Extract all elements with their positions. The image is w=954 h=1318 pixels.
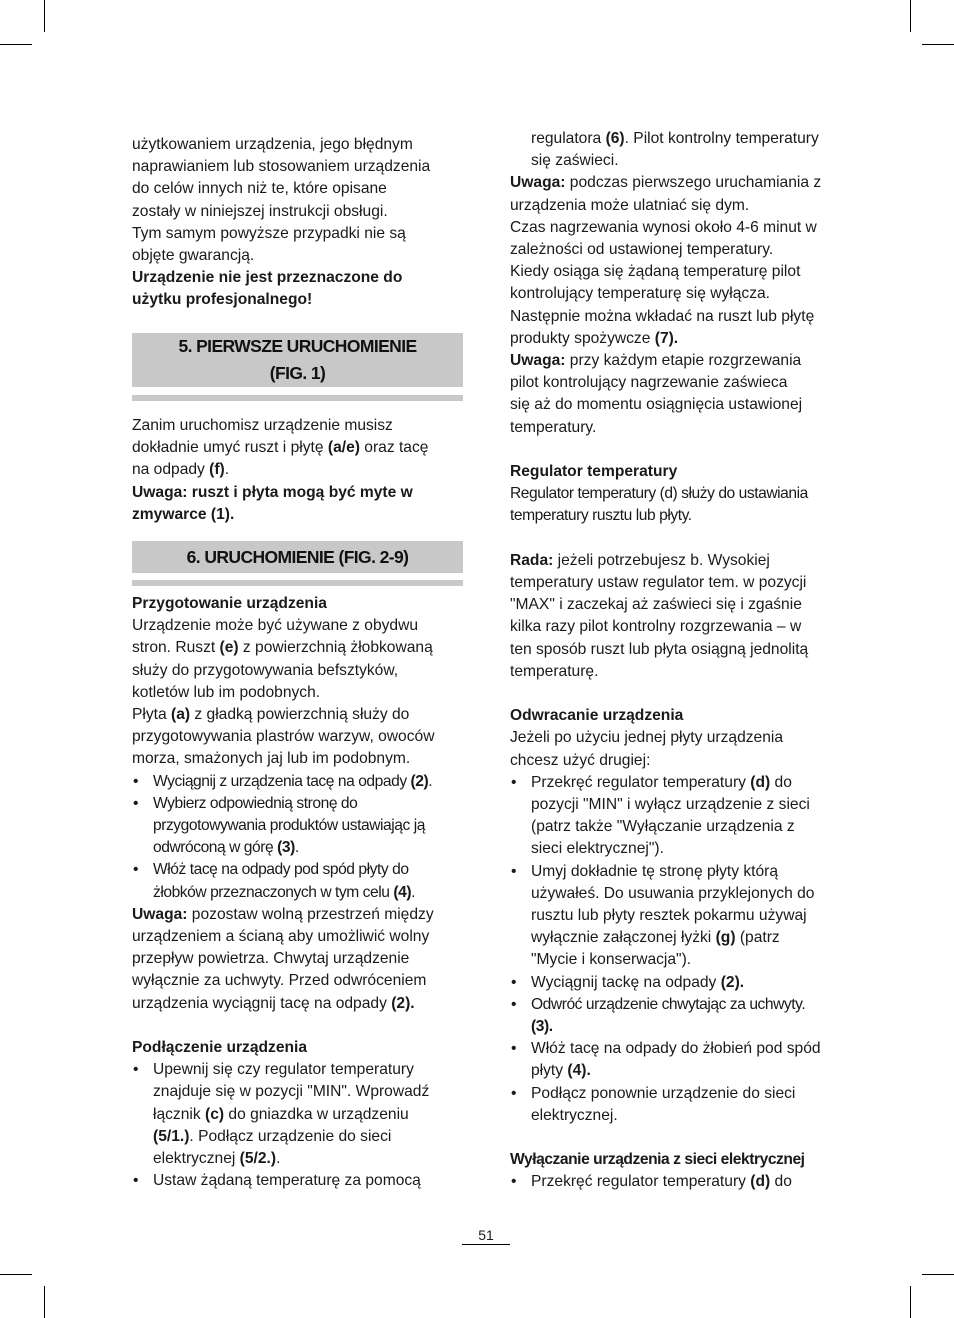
subheading-flipping: Odwracanie urządzenia xyxy=(510,707,684,725)
text: • Włóż tacę na odpady do żłobień pod spód xyxy=(531,1040,821,1058)
text: • Wybierz odpowiednią stronę do xyxy=(153,794,358,812)
body-line: temperatury rusztu lub płyty. xyxy=(510,507,692,525)
body-line: objęte gwarancją. xyxy=(132,247,255,265)
text: rusztu lub płyty resztek pokarmu używaj xyxy=(531,907,807,925)
ref: (e) xyxy=(219,639,239,657)
bullet-list xyxy=(510,1171,844,1193)
text: jeżeli potrzebujesz b. Wysokiej xyxy=(553,551,770,569)
body-line: służy do przygotowywania befsztyków, xyxy=(132,661,399,679)
section-6-title: 6. URUCHOMIENIE (FIG. 2-9) xyxy=(186,547,409,567)
text: elektrycznej. xyxy=(531,1106,618,1124)
body-line xyxy=(132,637,464,659)
crop-mark xyxy=(910,0,911,32)
section-5-heading xyxy=(132,333,463,387)
note-label: Uwaga: xyxy=(510,352,566,370)
section-5-title: 5. PIERWSZE URUCHOMIENIE xyxy=(178,336,417,356)
text: Płyta xyxy=(132,706,171,724)
text: "Mycie i konserwacja"). xyxy=(531,951,692,969)
body-line: morza, smażonych jaj lub im podobnym. xyxy=(132,750,411,768)
crop-mark xyxy=(910,1286,911,1318)
text: elektrycznej xyxy=(153,1150,240,1168)
list-item xyxy=(132,771,464,793)
spacer xyxy=(510,528,844,550)
text xyxy=(153,837,464,859)
ref: (6) xyxy=(605,130,625,147)
section-divider xyxy=(132,395,463,401)
warning-line: zmywarce (1). xyxy=(132,505,235,523)
crop-mark xyxy=(922,1274,954,1275)
crop-mark xyxy=(922,44,954,45)
body-line: kotletów lub im podobnych. xyxy=(132,683,321,701)
subheading-preparation: Przygotowanie urządzenia xyxy=(132,595,327,612)
ref: (2). xyxy=(720,973,745,991)
text: . xyxy=(294,839,299,857)
ref: (d) xyxy=(750,1173,771,1191)
body-line: wyłącznie za uchwyty. Przed odwróceniem xyxy=(132,972,427,990)
text: Przekręć regulator temperatury xyxy=(531,773,751,791)
ref: (2). xyxy=(391,994,415,1012)
section-5-body xyxy=(132,415,464,526)
text: pozycji "MIN" i wyłącz urządzenie z sieci xyxy=(531,796,810,814)
subheading-power-off: Wyłączanie urządzenia z sieci elektrycznej xyxy=(510,1151,805,1169)
text: Wyciągnij tackę na odpady xyxy=(531,973,721,991)
ref: (a) xyxy=(171,706,191,724)
text xyxy=(153,882,464,904)
note-label: Uwaga: xyxy=(132,905,188,923)
text xyxy=(153,1104,464,1126)
body-line: Czas nagrzewania wynosi około 4-6 minut w xyxy=(510,218,817,236)
list-item xyxy=(132,859,464,903)
text: • Odwróć urządzenie chwytając za uchwyty. xyxy=(531,995,806,1013)
body-line: chcesz użyć drugiej: xyxy=(510,751,651,769)
body-line: kontrolujący temperaturę się wyłącza. xyxy=(510,285,771,303)
body-line xyxy=(132,437,464,459)
text: . Podłącz urządzenie do sieci xyxy=(189,1127,392,1145)
note-label: Uwaga: xyxy=(510,174,566,192)
text: pozostaw wolną przestrzeń między xyxy=(187,905,434,923)
list-item xyxy=(510,1038,844,1082)
list-item xyxy=(132,1059,464,1170)
bullet-list xyxy=(132,771,464,904)
text: dokładnie umyć ruszt i płytę xyxy=(132,439,328,457)
list-item xyxy=(510,1171,844,1193)
body-line: temperatury ustaw regulator tem. w pozycji xyxy=(510,574,807,592)
body-line: się aż do momentu osiągnięcia ustawionej xyxy=(510,396,803,414)
bullet-list xyxy=(510,772,844,1127)
text: (patrz także "Wyłączanie urządzenia z xyxy=(531,818,795,836)
body-line xyxy=(510,328,844,350)
section-divider xyxy=(132,580,463,586)
ref: (c) xyxy=(205,1105,225,1123)
text: Wyciągnij z urządzenia tacę na odpady xyxy=(153,772,411,790)
list-item xyxy=(510,972,844,994)
body-line: przepływ powietrza. Chwytaj urządzenie xyxy=(132,950,410,968)
spacer xyxy=(510,683,844,705)
text: do gniazdka w urządzeniu xyxy=(224,1105,409,1123)
text: (patrz xyxy=(735,929,780,947)
text: z powierzchnią żłobkowaną xyxy=(238,639,433,657)
warning-line: Uwaga: ruszt i płyta mogą być myte w xyxy=(132,483,413,501)
spacer xyxy=(510,439,844,461)
body-line: kilka razy pilot kontrolny rozgrzewania – w xyxy=(510,618,802,636)
text: przygotowywania produktów ustawiając ją xyxy=(153,817,425,835)
text: . xyxy=(411,883,415,901)
list-item xyxy=(132,793,464,860)
body-line: Regulator temperatury (d) służy do ustawiania xyxy=(510,485,808,503)
body-line: temperaturę. xyxy=(510,662,599,680)
text: produkty spożywcze xyxy=(510,329,655,347)
warning-line: użytku profesjonalnego! xyxy=(132,291,313,309)
note-line xyxy=(510,350,844,372)
text: • Podłącz ponownie urządzenie do sieci xyxy=(531,1084,796,1102)
page-number: 51 xyxy=(462,1226,510,1245)
body-line: Kiedy osiąga się żądaną temperaturę pilot xyxy=(510,263,801,281)
body-line: urządzeniem a ścianą aby umożliwić wolny xyxy=(132,928,430,946)
section-5-subtitle: (FIG. 1) xyxy=(269,363,326,383)
body-line: ten sposób ruszt lub płyta osiągną jednolitą xyxy=(510,640,809,658)
list-item xyxy=(132,1170,464,1192)
body-line: Jeżeli po użyciu jednej płyty urządzenia xyxy=(510,729,784,747)
crop-mark xyxy=(0,1274,32,1275)
body-line: Zanim uruchomisz urządzenie musisz xyxy=(132,417,393,434)
note-line xyxy=(510,172,844,194)
body-line: Tym samym powyższe przypadki nie są xyxy=(132,224,406,242)
left-column-intro xyxy=(132,134,464,312)
text: się zaświeci. xyxy=(531,152,619,170)
body-line: temperatury. xyxy=(510,418,597,436)
list-item xyxy=(510,994,844,1038)
warning-line: Urządzenie nie jest przeznaczone do xyxy=(132,269,403,287)
text: znajduje się w pozycji "MIN". Wprowadź xyxy=(153,1083,430,1101)
ref: (2) xyxy=(410,772,429,790)
ref: (f) xyxy=(209,461,225,479)
text: oraz tacę xyxy=(359,439,429,457)
text: do xyxy=(770,773,792,791)
body-line: naprawianiem lub stosowaniem urządzenia xyxy=(132,158,431,176)
body-line: do celów innych niż te, które opisane xyxy=(132,180,387,198)
text: z gładką powierzchnią służy do xyxy=(190,706,410,724)
body-line: "MAX" i zaczekaj aż zaświeci się i zgaśnie xyxy=(510,596,802,614)
bullet-list xyxy=(132,1059,464,1192)
text: żłobków przeznaczonych w tym celu xyxy=(153,883,394,901)
ref: (7). xyxy=(654,329,679,347)
ref: (5/2.) xyxy=(239,1150,277,1168)
text: na odpady xyxy=(132,461,210,479)
ref: (a/e) xyxy=(327,439,360,457)
ref: (d) xyxy=(750,773,771,791)
crop-mark xyxy=(44,1286,45,1318)
text: urządzenia wyciągnij tacę na odpady xyxy=(132,994,392,1012)
text: • Umyj dokładnie tę stronę płyty którą xyxy=(531,862,779,880)
crop-mark xyxy=(44,0,45,32)
right-column xyxy=(510,128,844,1194)
list-item xyxy=(510,1083,844,1127)
note-line xyxy=(132,904,464,926)
tip-line xyxy=(510,550,844,572)
text: • Upewnij się czy regulator temperatury xyxy=(153,1061,414,1079)
text xyxy=(153,1148,464,1170)
body-line: Następnie można wkładać na ruszt lub płytę xyxy=(510,307,815,325)
text: do xyxy=(770,1173,792,1191)
crop-mark xyxy=(0,44,32,45)
body-line: zostały w niniejszej instrukcji obsługi. xyxy=(132,202,388,220)
text: regulatora xyxy=(531,130,606,147)
text: stron. Ruszt xyxy=(132,639,220,657)
ref: (4). xyxy=(567,1062,591,1080)
text: • Włóż tacę na odpady pod spód płyty do xyxy=(153,861,409,879)
spacer xyxy=(132,1015,464,1037)
text xyxy=(531,772,844,794)
body-line: zależności od ustawionej temperatury. xyxy=(510,241,774,259)
body-line: pilot kontrolujący nagrzewanie zaświeca xyxy=(510,374,788,392)
body-line: użytkowaniem urządzenia, jego błędnym xyxy=(132,136,413,153)
body-line: urządzenia może ulatniać się dym. xyxy=(510,196,750,214)
text: sieci elektrycznej"). xyxy=(531,840,664,858)
text xyxy=(531,128,844,150)
body-line xyxy=(132,993,464,1015)
subheading-connect: Podłączenie urządzenia xyxy=(132,1039,308,1057)
text xyxy=(153,1126,464,1148)
body-line: przygotowywania plastrów warzyw, owoców xyxy=(132,728,435,746)
ref: (3). xyxy=(531,1018,553,1036)
list-item xyxy=(510,772,844,861)
tip-label: Rada: xyxy=(510,551,554,569)
text: . xyxy=(224,461,230,479)
text: używałeś. Do usuwania przyklejonych do xyxy=(531,884,815,902)
text: łącznik xyxy=(153,1105,205,1123)
body-line xyxy=(132,459,464,481)
ref: (3) xyxy=(277,839,295,857)
ref: (5/1.) xyxy=(153,1127,190,1145)
text: . xyxy=(428,772,433,790)
text: Ustaw żądaną temperaturę za pomocą xyxy=(153,1172,421,1190)
ref: (4) xyxy=(393,883,412,901)
text: przy każdym etapie rozgrzewania xyxy=(565,352,802,370)
ref: (g) xyxy=(715,929,736,947)
text: . Pilot kontrolny temperatury xyxy=(624,130,819,147)
text: Przekręć regulator temperatury xyxy=(531,1173,751,1191)
text: . xyxy=(276,1150,281,1168)
text: wyłącznie załączonej łyżki xyxy=(531,929,716,947)
text xyxy=(531,927,844,949)
section-6-heading xyxy=(132,541,463,573)
text: odwróconą w górę xyxy=(153,839,278,857)
text xyxy=(531,1060,844,1082)
section-6-body xyxy=(132,593,464,1192)
spacer xyxy=(510,1127,844,1149)
continued-bullet xyxy=(510,128,844,172)
list-item xyxy=(510,861,844,972)
subheading-temperature-regulator: Regulator temperatury xyxy=(510,463,678,481)
body-line: Urządzenie może być używane z obydwu xyxy=(132,617,419,635)
text: podczas pierwszego uruchamiania z xyxy=(565,174,822,192)
text: płyty xyxy=(531,1062,568,1080)
body-line xyxy=(132,704,464,726)
